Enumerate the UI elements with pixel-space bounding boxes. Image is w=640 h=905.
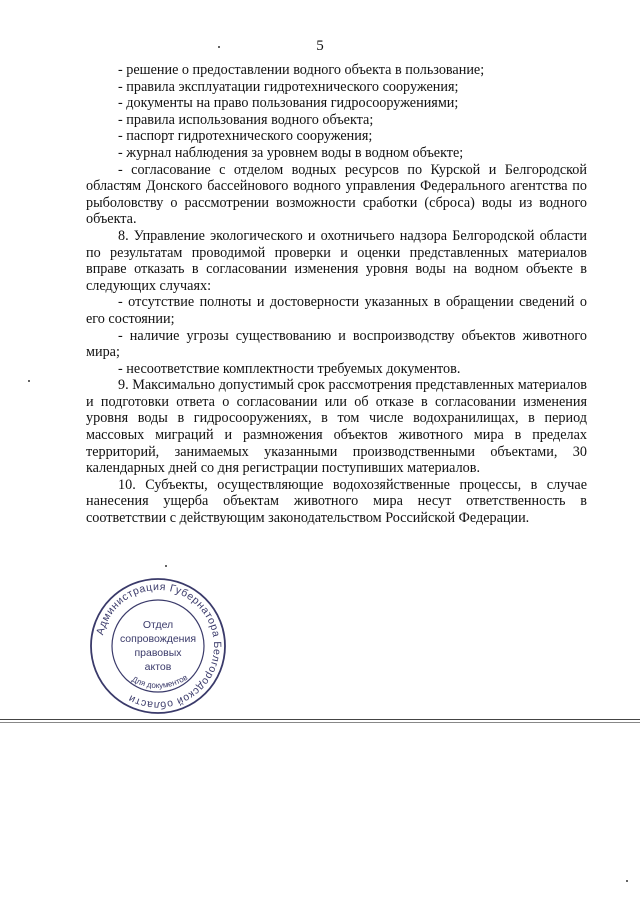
scan-speck xyxy=(218,46,220,48)
stamp-bottom-text: Для документов xyxy=(130,672,190,691)
list-item: - правила эксплуатации гидротехнического сооружения; xyxy=(118,78,459,95)
refusal-reason: - отсутствие полноты и достоверности указанных в обращении сведений о его состоянии; xyxy=(86,294,587,327)
list-item: - журнал наблюдения за уровнем воды в водном объекте; xyxy=(118,144,464,161)
list-item: - решение о предоставлении водного объекта в пользование; xyxy=(118,62,485,78)
stamp-line-1: Отдел xyxy=(142,619,174,631)
section-10-paragraph: 10. Субъекты, осуществляющие водохозяйственные процессы, в случае нанесения ущерба объектам животного мира несут ответственность в соответствии с действующим законодательством Российской Федерации. xyxy=(86,476,587,527)
refusal-reason: - наличие угрозы существованию и воспроизводству объектов животного мира; xyxy=(86,327,587,361)
section-9-paragraph: 9. Максимально допустимый срок рассмотрения представленных материалов и подготовки ответа о согласовании или об отказе в согласовании изменения уровня воды в гидросооружениях, в том числе водохранилищах, в период массовых миграций и размножения объектов животного мира в пределах территорий, занимаемых указанными производственными объектами, 30 календарных дней со дня регистрации поступивших материалов. xyxy=(86,377,587,477)
page-divider xyxy=(0,719,640,720)
page-number: 5 xyxy=(316,38,324,54)
list-item: - согласование с отделом водных ресурсов по Курской и Белгородской областям Донского бассейнового водного управления Федерального агентства по рыболовству о рассмотрении возможности сработки (сброса) воды из водного объекта. xyxy=(86,161,587,228)
official-stamp xyxy=(88,576,228,716)
stamp-line-3: правовых xyxy=(134,647,182,659)
stamp-line-4: актов xyxy=(144,661,172,673)
stamp-outer-text: Администрация Губернатора Белгородской области xyxy=(94,580,224,712)
document-body xyxy=(86,62,587,527)
section-8-paragraph: 8. Управление экологического и охотничьего надзора Белгородской области по результатам проводимой проверки и оценки представленных материалов вправе отказать в согласовании изменения уровня воды на водном объекте в следующих случаях: xyxy=(86,227,587,294)
scan-speck xyxy=(28,380,30,382)
stamp-seal-icon xyxy=(88,576,228,716)
page-divider xyxy=(0,722,640,723)
scan-speck xyxy=(165,565,167,567)
list-item: - паспорт гидротехнического сооружения; xyxy=(118,128,373,145)
scan-speck xyxy=(626,880,628,882)
refusal-reason: - несоответствие комплектности требуемых документов. xyxy=(118,360,461,377)
list-item: - документы на право пользования гидросооружениями; xyxy=(118,95,459,112)
stamp-line-2: сопровождения xyxy=(119,633,197,645)
list-item: - правила использования водного объекта; xyxy=(118,111,374,128)
